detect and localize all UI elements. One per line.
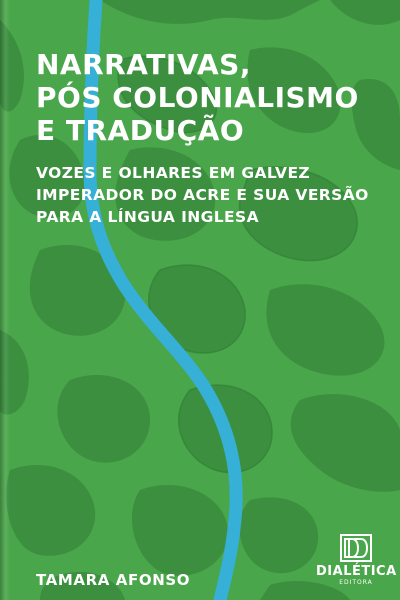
subtitle-line-1: VOZES E OLHARES EM GALVEZ xyxy=(36,164,311,182)
publisher-tagline: EDITORA xyxy=(339,579,373,586)
subtitle-line-3: PARA A LÍNGUA INGLESA xyxy=(36,208,259,226)
publisher-name: DIALÉTICA xyxy=(316,564,397,579)
title-line-2: PÓS COLONIALISMO xyxy=(36,81,359,114)
dialetica-mark-icon xyxy=(340,534,372,562)
author-name: TAMARA AFONSO xyxy=(36,571,191,589)
book-spine-shading xyxy=(0,0,10,600)
book-title xyxy=(36,48,386,147)
book-subtitle xyxy=(36,162,386,228)
title-line-3: E TRADUÇÃO xyxy=(36,114,245,147)
subtitle-line-2: IMPERADOR DO ACRE E SUA VERSÃO xyxy=(36,186,369,204)
title-line-1: NARRATIVAS, xyxy=(36,48,251,81)
publisher-logo xyxy=(316,534,396,598)
